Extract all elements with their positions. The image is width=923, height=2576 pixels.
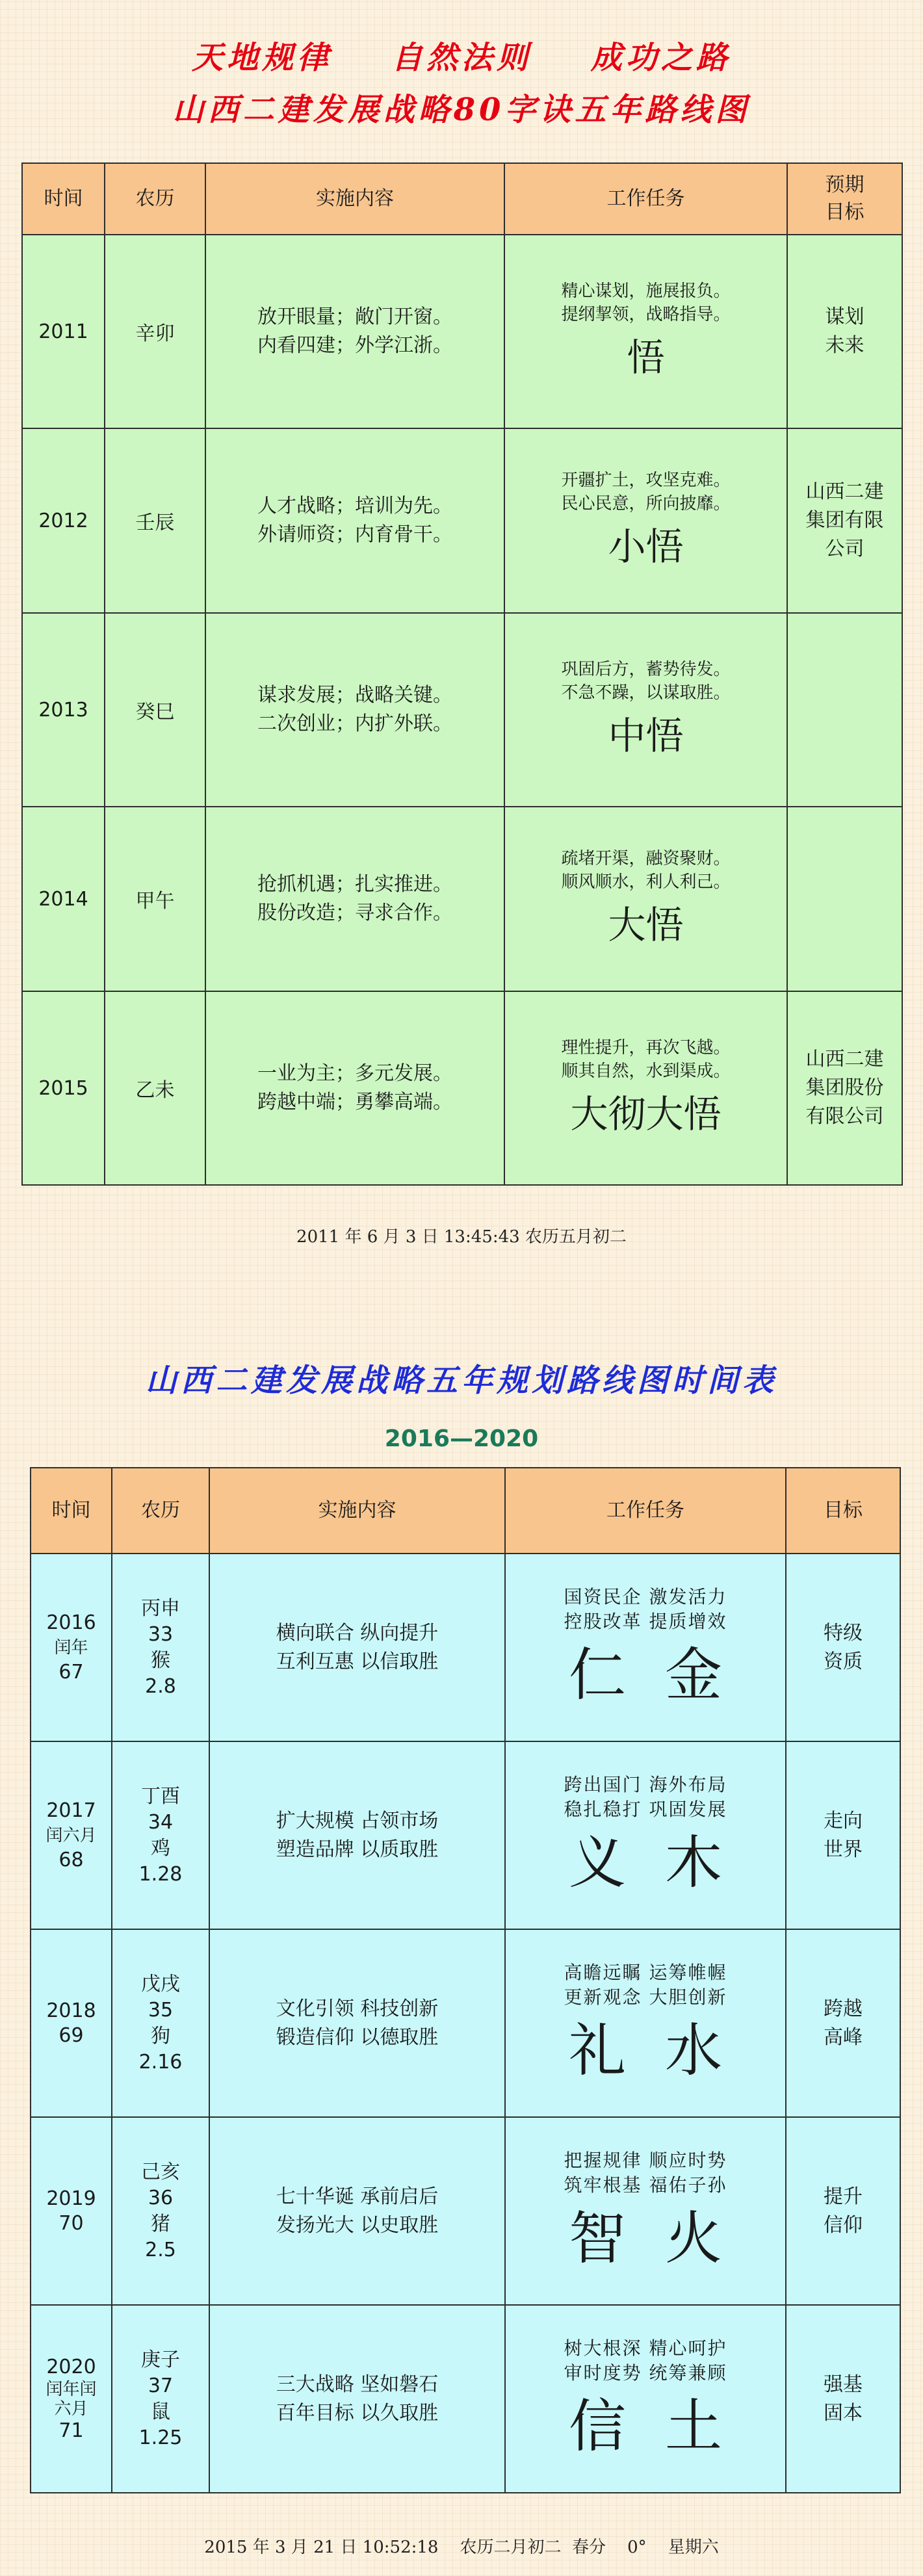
table-header-row (22, 163, 902, 235)
table-header-row (31, 1468, 900, 1554)
table-row (31, 1741, 900, 1929)
table-row (31, 1929, 900, 2117)
year-cell: 2015 (22, 991, 105, 1185)
lunar-cell: 乙未 (105, 991, 205, 1185)
table-row (22, 991, 902, 1185)
goal-cell (787, 613, 902, 807)
table-row (22, 235, 902, 428)
goal-cell (787, 807, 902, 991)
header-goal: 预期 目标 (787, 163, 902, 235)
time-cell: 2016 闰年 67 (31, 1554, 112, 1741)
virtue-element-chars: 仁金 (568, 1641, 761, 1708)
task-cell: 开疆扩土，攻坚克难。 民心民意，所向披靡。 小悟 (504, 428, 787, 613)
header-task: 工作任务 (504, 163, 787, 235)
goal-cell: 特级 资质 (786, 1554, 900, 1741)
table-row (31, 1554, 900, 1741)
year-cell: 2014 (22, 807, 105, 991)
section2-years: 2016—2020 (384, 1425, 539, 1452)
task-cell: 精心谋划，施展报负。 提纲挈领，战略指导。 悟 (504, 235, 787, 428)
lunar-cell: 丁酉 34 鸡 1.28 (112, 1741, 209, 1929)
table-row (22, 807, 902, 991)
plan-cell: 三大战略 坚如磐石 百年目标 以久取胜 (209, 2305, 505, 2493)
plan-cell: 横向联合 纵向提升 互利互惠 以信取胜 (209, 1554, 505, 1741)
plan-cell: 放开眼量；敞门开窗。 内看四建；外学江浙。 (205, 235, 504, 428)
table-row (22, 428, 902, 613)
header-lunar: 农历 (105, 163, 205, 235)
lunar-cell: 丙申 33 猴 2.8 (112, 1554, 209, 1741)
virtue-element-chars: 智火 (568, 2204, 761, 2272)
task-cell: 树大根深 精心呵护 审时度势 统筹兼顾 信土 (505, 2305, 786, 2493)
header-goal: 目标 (786, 1468, 900, 1554)
plan-cell: 人才战略；培训为先。 外请师资；内育骨干。 (205, 428, 504, 613)
plan-cell: 一业为主；多元发展。 跨越中端；勇攀高端。 (205, 991, 504, 1185)
header-line2: 山西二建发展战略80字诀五年路线图 (172, 92, 751, 128)
table-row (22, 613, 902, 807)
time-cell: 2019 70 (31, 2117, 112, 2305)
lunar-cell: 己亥 36 猪 2.5 (112, 2117, 209, 2305)
enlightenment-char: 大悟 (608, 903, 684, 947)
virtue-element-chars: 义木 (568, 1828, 761, 1896)
header-time: 时间 (22, 163, 105, 235)
goal-cell: 提升 信仰 (786, 2117, 900, 2305)
task-cell: 国资民企 激发活力 控股改革 提质增效 仁金 (505, 1554, 786, 1741)
virtue-element-chars: 信土 (568, 2392, 761, 2460)
header-time: 时间 (31, 1468, 112, 1554)
plan-cell: 文化引领 科技创新 锻造信仰 以德取胜 (209, 1929, 505, 2117)
lunar-cell: 癸巳 (105, 613, 205, 807)
enlightenment-char: 中悟 (608, 714, 684, 758)
header-plan: 实施内容 (205, 163, 504, 235)
lunar-cell: 辛卯 (105, 235, 205, 428)
task-cell: 高瞻远瞩 运筹帷幄 更新观念 大胆创新 礼水 (505, 1929, 786, 2117)
enlightenment-char: 悟 (627, 335, 665, 380)
goal-cell: 山西二建 集团有限 公司 (787, 428, 902, 613)
virtue-element-chars: 礼水 (568, 2016, 761, 2084)
task-cell: 跨出国门 海外布局 稳扎稳打 巩固发展 义木 (505, 1741, 786, 1929)
plan-cell: 七十华诞 承前启后 发扬光大 以史取胜 (209, 2117, 505, 2305)
enlightenment-char: 小悟 (608, 525, 684, 569)
header-plan: 实施内容 (209, 1468, 505, 1554)
goal-cell: 强基 固本 (786, 2305, 900, 2493)
goal-cell: 走向 世界 (786, 1741, 900, 1929)
year-cell: 2013 (22, 613, 105, 807)
lunar-cell: 壬辰 (105, 428, 205, 613)
table-row (31, 2305, 900, 2493)
table1-footer-timestamp: 2011 年 6 月 3 日 13:45:43 农历五月初二 (296, 1227, 627, 1247)
roadmap-table-2016-2020 (30, 1467, 901, 2493)
header-line1: 天地规律 自然法则 成功之路 (192, 40, 731, 76)
goal-cell: 谋划 未来 (787, 235, 902, 428)
plan-cell: 抢抓机遇；扎实推进。 股份改造；寻求合作。 (205, 807, 504, 991)
table-row (31, 2117, 900, 2305)
enlightenment-char: 大彻大悟 (570, 1092, 722, 1136)
header-lunar: 农历 (112, 1468, 209, 1554)
roadmap-table-2011-2015 (21, 163, 903, 1186)
year-cell: 2012 (22, 428, 105, 613)
year-cell: 2011 (22, 235, 105, 428)
goal-cell: 跨越 高峰 (786, 1929, 900, 2117)
time-cell: 2018 69 (31, 1929, 112, 2117)
plan-cell: 扩大规模 占领市场 塑造品牌 以质取胜 (209, 1741, 505, 1929)
lunar-cell: 戊戌 35 狗 2.16 (112, 1929, 209, 2117)
goal-cell: 山西二建 集团股份 有限公司 (787, 991, 902, 1185)
lunar-cell: 甲午 (105, 807, 205, 991)
section2-title: 山西二建发展战略五年规划路线图时间表 (145, 1362, 777, 1399)
time-cell: 2020 闰年闰六月 71 (31, 2305, 112, 2493)
task-cell: 理性提升，再次飞越。 顺其自然，水到渠成。 大彻大悟 (504, 991, 787, 1185)
task-cell: 疏堵开渠，融资聚财。 顺风顺水，利人利己。 大悟 (504, 807, 787, 991)
header-task: 工作任务 (505, 1468, 786, 1554)
lunar-cell: 庚子 37 鼠 1.25 (112, 2305, 209, 2493)
task-cell: 把握规律 顺应时势 筑牢根基 福佑子孙 智火 (505, 2117, 786, 2305)
time-cell: 2017 闰六月 68 (31, 1741, 112, 1929)
plan-cell: 谋求发展；战略关键。 二次创业；内扩外联。 (205, 613, 504, 807)
table2-footer-timestamp: 2015 年 3 月 21 日 10:52:18 农历二月初二 春分 0° 星期六 (204, 2538, 719, 2557)
task-cell: 巩固后方，蓄势待发。 不急不躁，以谋取胜。 中悟 (504, 613, 787, 807)
